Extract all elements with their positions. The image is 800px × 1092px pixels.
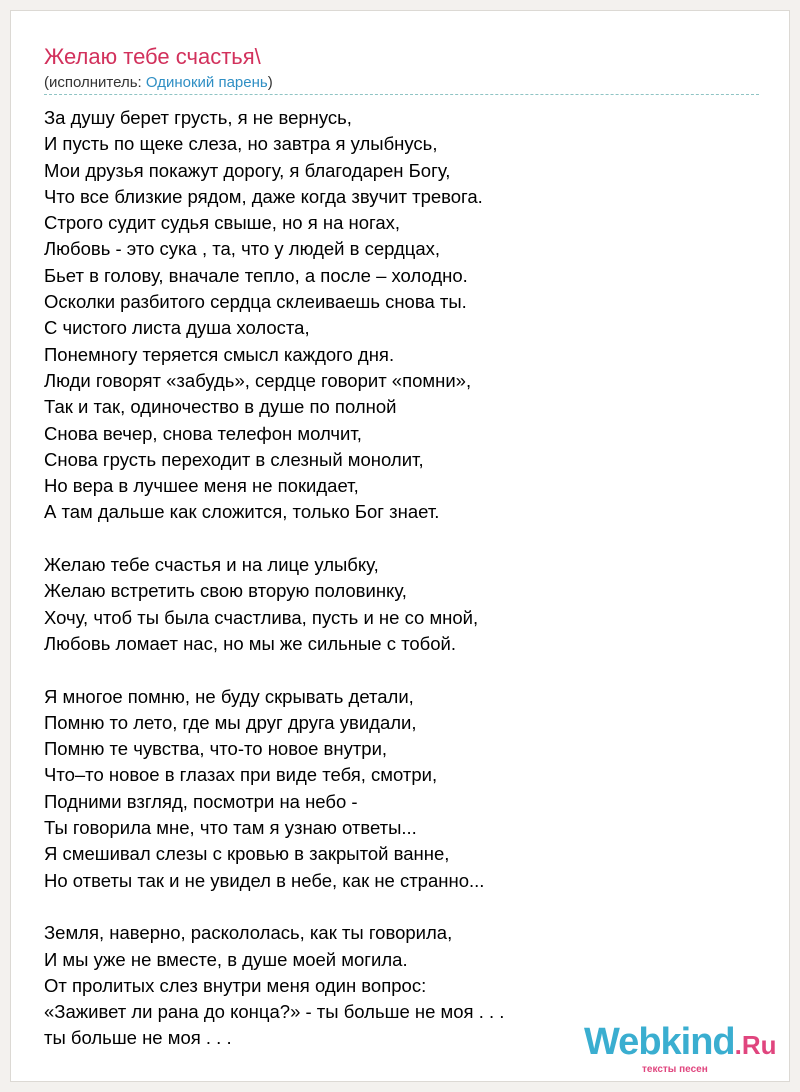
lyric-line: Понемногу теряется смысл каждого дня.: [44, 343, 395, 365]
logo-brand: Webkind: [584, 1021, 735, 1063]
lyric-line: Помню то лето, где мы друг друга увидали,: [44, 711, 417, 733]
lyric-line: Желаю встретить свою вторую половинку,: [44, 580, 407, 602]
lyric-line: Что все близкие рядом, даже когда звучит тревога.: [44, 185, 483, 207]
site-logo[interactable]: [584, 1021, 784, 1075]
lyrics-stanza: [44, 684, 764, 894]
lyrics-body: [44, 105, 764, 1078]
lyric-line: Но ответы так и не увидел в небе, как не странно...: [44, 869, 485, 891]
lyric-line: Любовь - это сука , та, что у людей в сердцах,: [44, 238, 441, 260]
lyric-line: Любовь ломает нас, но мы же сильные с тобой.: [44, 632, 456, 654]
logo-tld: .Ru: [734, 1030, 777, 1060]
artist-suffix: ): [267, 74, 273, 91]
lyric-line: Но вера в лучшее меня не покидает,: [44, 475, 359, 497]
lyric-line: Снова грусть переходит в слезный монолит,: [44, 448, 424, 470]
lyric-line: От пролитых слез внутри меня один вопрос:: [44, 974, 427, 996]
lyrics-stanza: [44, 552, 764, 657]
lyric-line: Бьет в голову, вначале тепло, а после – холодно.: [44, 264, 468, 286]
lyric-line: Помню те чувства, что-то новое внутри,: [44, 738, 388, 760]
lyric-line: И пусть по щеке слеза, но завтра я улыбнусь,: [44, 133, 438, 155]
lyric-line: Подними взгляд, посмотри на небо -: [44, 790, 358, 812]
lyric-line: Ты говорила мне, что там я узнаю ответы...: [44, 817, 417, 839]
page-card: [10, 10, 790, 1082]
lyric-line: С чистого листа душа холоста,: [44, 317, 310, 339]
lyric-line: Снова вечер, снова телефон молчит,: [44, 422, 362, 444]
lyric-line: А там дальше как сложится, только Бог знает.: [44, 501, 440, 523]
lyric-line: Что–то новое в глазах при виде тебя, смотри,: [44, 764, 438, 786]
artist-link[interactable]: Одинокий парень: [145, 74, 268, 91]
logo-tagline: тексты песен: [642, 1064, 708, 1075]
lyric-line: «Заживет ли рана до конца?» - ты больше не моя . . .: [44, 1001, 505, 1023]
lyric-line: Мои друзья покажут дорогу, я благодарен Богу,: [44, 159, 451, 181]
lyric-line: Так и так, одиночество в душе по полной: [44, 396, 397, 418]
lyric-line: Земля, наверно, раскололась, как ты говорила,: [44, 922, 453, 944]
artist-prefix: (исполнитель:: [44, 74, 146, 91]
artist-line: [44, 74, 273, 91]
lyric-line: ты больше не моя . . .: [44, 1027, 232, 1049]
lyric-line: За душу берет грусть, я не вернусь,: [44, 107, 352, 128]
lyrics-stanza: [44, 105, 764, 526]
lyric-line: Желаю тебе счастья и на лице улыбку,: [44, 554, 379, 576]
lyric-line: Осколки разбитого сердца склеиваешь снова ты.: [44, 291, 467, 313]
lyric-line: Я смешивал слезы с кровью в закрытой ванне,: [44, 843, 450, 865]
lyric-line: Я многое помню, не буду скрывать детали,: [44, 685, 414, 707]
lyric-line: Строго судит судья свыше, но я на ногах,: [44, 212, 401, 234]
lyric-line: Люди говорят «забудь», сердце говорит «помни»,: [44, 369, 472, 391]
divider: [44, 94, 759, 95]
lyric-line: Хочу, чтоб ты была счастлива, пусть и не со мной,: [44, 606, 479, 628]
song-title: Желаю тебе счастья\: [44, 44, 261, 69]
lyric-line: И мы уже не вместе, в душе моей могила.: [44, 948, 408, 970]
